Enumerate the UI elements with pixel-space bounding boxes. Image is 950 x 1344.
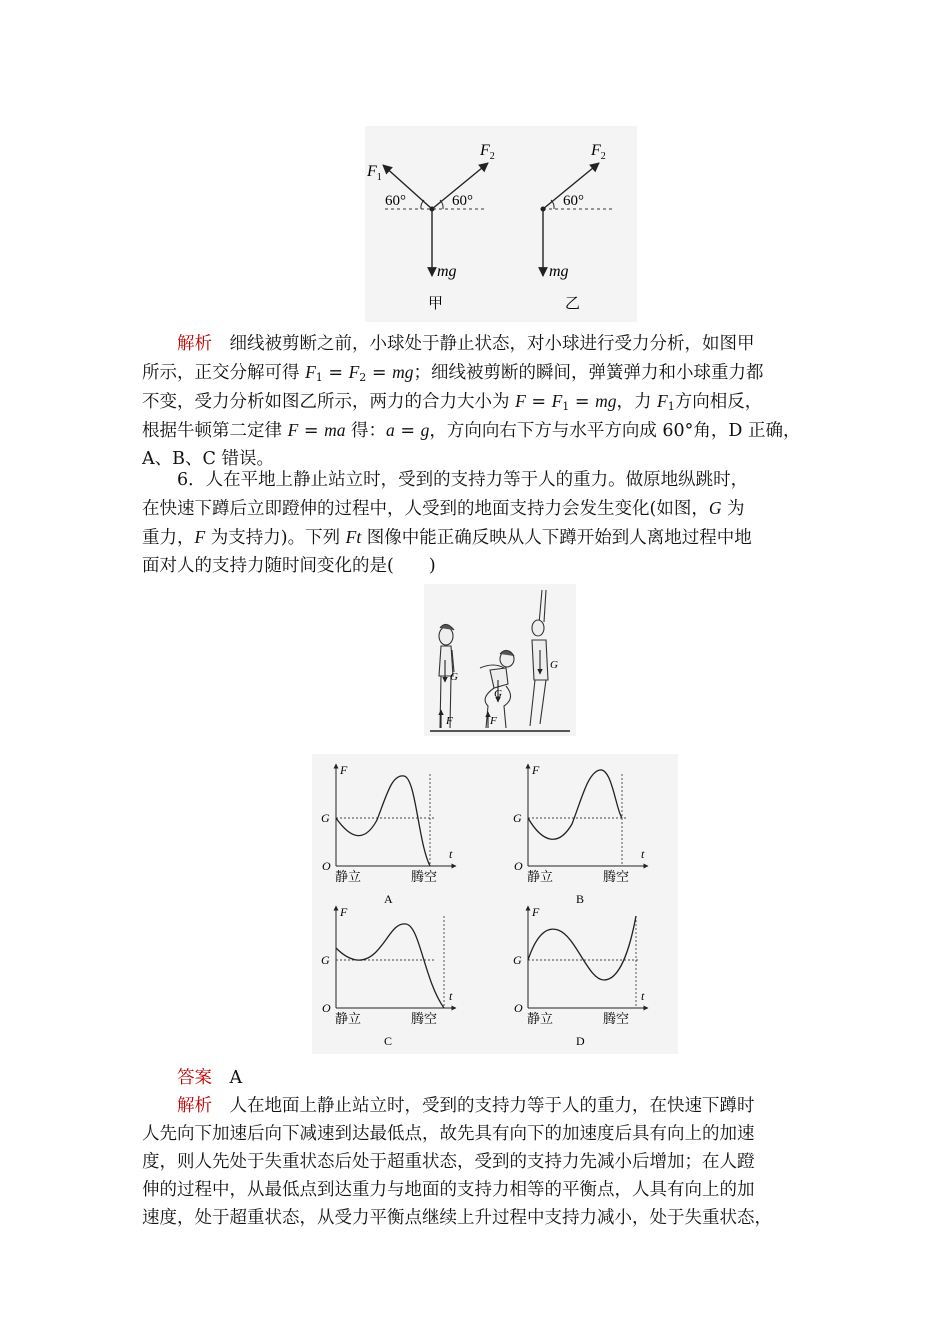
option-label: A — [384, 892, 393, 906]
diagram-jia — [366, 142, 495, 312]
svg-text:腾空: 腾空 — [411, 1012, 438, 1027]
options-graph-figure — [312, 754, 678, 1054]
svg-text:O: O — [322, 1001, 331, 1015]
caption-yi: 乙 — [565, 294, 581, 312]
svg-text:静立: 静立 — [527, 1012, 554, 1027]
graph-B — [513, 763, 648, 906]
svg-text:F: F — [532, 763, 540, 777]
analysis-2: 解析 人在地面上静止站立时，受到的支持力等于人的重力，在快速下蹲时 人先向下加速后向下减速到达最低点，故先具有向下的加速度后具有向上的加速 度，则人先处于失重状态后处于超重状态，受到的支持力先减小后增加；在人蹬 伸的过程中，从最低点到达重力与地面的支持力相等的平衡点，人具有向上的加 速度，处于超重状态，从受力平衡点继续上升过程中支持力减小，处于失重状态， — [142, 1096, 772, 1228]
svg-text:t: t — [449, 989, 453, 1003]
analysis-label: 解析 — [177, 1096, 212, 1116]
f1-label: $F_1$ — [367, 163, 382, 183]
answer-value: A — [229, 1068, 243, 1088]
diagram-yi — [541, 142, 616, 312]
angle-label: 60° — [563, 193, 584, 209]
graph-D-curve — [528, 916, 636, 980]
svg-text:t: t — [641, 847, 645, 861]
question-6: 6．人在平地上静止站立时，受到的支持力等于人的重力。做原地纵跳时， 在快速下蹲后立即蹬伸的过程中，人受到的地面支持力会发生变化(如图，G 为 重力，F 为支持力)。下列 Ft 图像中能正确反映从人下蹲开始到人离地过程中地 面对人的支持力随时间变化的是( ) — [142, 470, 752, 576]
graph-B-curve — [528, 770, 622, 839]
svg-text:腾空: 腾空 — [603, 1012, 630, 1027]
answer — [142, 1064, 822, 1092]
svg-text:静立: 静立 — [527, 870, 554, 885]
angle-label: 60° — [385, 193, 406, 209]
graph-D — [513, 905, 648, 1048]
svg-text:t: t — [641, 989, 645, 1003]
svg-text:腾空: 腾空 — [603, 870, 630, 885]
graph-A-curve — [336, 776, 430, 866]
graph-C — [321, 905, 456, 1048]
graph-C-curve — [336, 924, 444, 1008]
svg-text:静立: 静立 — [335, 1012, 362, 1027]
f-label: F — [446, 715, 453, 727]
angle-label: 60° — [452, 193, 473, 209]
jumping-person — [530, 590, 548, 726]
svg-text:O: O — [514, 1001, 523, 1015]
svg-text:O: O — [322, 859, 331, 873]
svg-text:F: F — [340, 905, 348, 919]
analysis-1: 解析 细线被剪断之前，小球处于静止状态，对小球进行受力分析，如图甲 所示，正交分解可得 $F_1 = F_2$ = mg；细线被剪断的瞬间，弹簧弹力和小球重力都 不变，受力分析如图乙所示，两力的合力大小为 $F = F_1$ = mg，力 $F_1$方向相反， 根据牛顿第二定律 F = ma 得：a = g，方向向右下方与水平方向成 60°角，D 正确， A、B、C 错误。 — [142, 334, 801, 469]
mg-label: mg — [549, 263, 569, 280]
svg-text:G: G — [321, 953, 330, 967]
jump-figure — [424, 584, 576, 736]
g-label: G — [494, 688, 502, 700]
option-label: D — [576, 1034, 585, 1048]
caption-jia: 甲 — [428, 294, 444, 312]
analysis-label: 解析 — [177, 334, 212, 354]
option-label: C — [384, 1034, 393, 1048]
svg-text:G: G — [513, 953, 522, 967]
svg-text:F: F — [340, 763, 348, 777]
f-label: F — [490, 715, 497, 727]
graph-A — [321, 763, 456, 906]
svg-text:G: G — [321, 811, 330, 825]
answer-label: 答案 — [177, 1068, 212, 1088]
f2-label: $F_2$ — [480, 142, 495, 162]
force-diagram-figure — [365, 126, 637, 322]
f2-label: $F_2$ — [591, 142, 606, 162]
mg-label: mg — [437, 263, 457, 280]
option-label: B — [576, 892, 585, 906]
svg-text:腾空: 腾空 — [411, 870, 438, 885]
svg-text:t: t — [449, 847, 453, 861]
svg-text:O: O — [514, 859, 523, 873]
g-label: G — [550, 659, 558, 671]
svg-text:F: F — [532, 905, 540, 919]
g-label: G — [450, 671, 458, 683]
svg-text:静立: 静立 — [335, 870, 362, 885]
svg-text:G: G — [513, 811, 522, 825]
